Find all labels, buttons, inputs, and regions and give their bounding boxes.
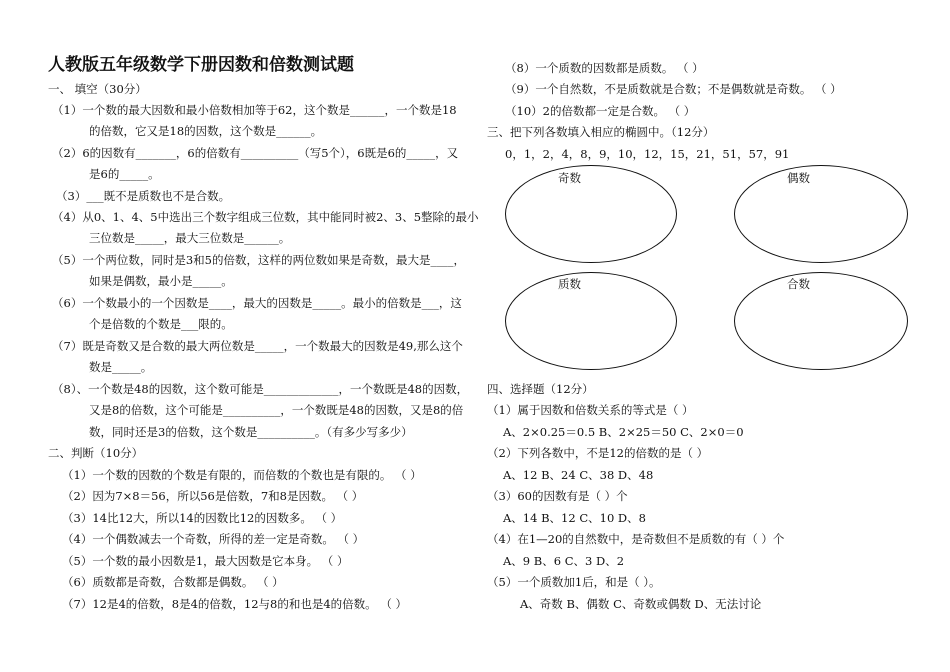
judge-q4: （4）一个偶数减去一个奇数，所得的差一定是奇数。 （ ） [62, 532, 365, 546]
fill-q3: （3）___既不是质数也不是合数。 [56, 189, 231, 203]
judge-q2: （2）因为7×8＝56，所以56是倍数，7和8是因数。 （ ） [62, 489, 364, 503]
judge-q3: （3）14比12大，所以14的因数比12的因数多。 （ ） [62, 511, 343, 525]
fill-q2-line2: 是6的_____。 [89, 167, 160, 181]
section-judge-heading: 二、判断（10分） [48, 446, 144, 460]
prime-ellipse-label: 质数 [558, 277, 581, 291]
number-list: 0，1，2，4，8，9，10，12，15，21，51，57，91 [505, 147, 790, 161]
fill-q4-line1: （4）从0、1、4、5中选出三个数字组成三位数，其中能同时被2、3、5整除的最小 [52, 210, 479, 224]
fill-q7-line1: （7）既是奇数又是合数的最大两位数是_____，一个数最大的因数是49,那么这个 [52, 339, 463, 353]
judge-q9: （9）一个自然数，不是质数就是合数；不是偶数就是奇数。 （ ） [505, 82, 842, 96]
fill-q2-line1: （2）6的因数有_______，6的倍数有__________（写5个），6既是6的_____，又 [52, 146, 459, 160]
fill-q8-line3: 数，同时还是3的倍数，这个数是__________。（有多少写多少） [89, 425, 413, 439]
even-ellipse-label: 偶数 [787, 171, 810, 185]
choice-q1: （1）属于因数和倍数关系的等式是（ ） [487, 403, 694, 417]
page-title: 人教版五年级数学下册因数和倍数测试题 [48, 55, 354, 75]
fill-q6-line1: （6）一个数最小的一个因数是____，最大的因数是_____。最小的倍数是___，这 [52, 296, 462, 310]
fill-q7-line2: 数是_____。 [89, 360, 153, 374]
fill-q8-line2: 又是8的倍数，这个可能是__________，一个数既是48的因数，又是8的倍 [89, 403, 464, 417]
odd-ellipse-label: 奇数 [558, 171, 581, 185]
composite-ellipse-label: 合数 [787, 277, 810, 291]
judge-q5: （5）一个数的最小因数是1，最大因数是它本身。 （ ） [62, 554, 349, 568]
judge-q8: （8）一个质数的因数都是质数。 （ ） [505, 61, 704, 75]
choice-q2-options: A、12 B、24 C、38 D、48 [503, 468, 654, 482]
fill-q8-line1: （8）、一个数是48的因数，这个数可能是_____________，一个数既是48的因数， [52, 382, 469, 396]
odd-ellipse [505, 165, 677, 263]
fill-q1-line1: （1）一个数的最大因数和最小倍数相加等于62，这个数是______，一个数是18 [52, 103, 457, 117]
fill-q5-line2: 如果是偶数，最小是_____。 [89, 274, 233, 288]
even-ellipse [734, 165, 908, 263]
choice-q1-options: A、2×0.25＝0.5 B、2×25＝50 C、2×0＝0 [503, 425, 744, 439]
judge-q1: （1）一个数的因数的个数是有限的，而倍数的个数也是有限的。 （ ） [62, 468, 422, 482]
choice-q5: （5）一个质数加1后，和是（ ）。 [487, 575, 661, 589]
judge-q10: （10）2的倍数都一定是合数。 （ ） [505, 104, 696, 118]
fill-q5-line1: （5）一个两位数，同时是3和5的倍数，这样的两位数如果是奇数，最大是____， [52, 253, 465, 267]
section-fill-blank-heading: 一、 填空（30分） [48, 82, 147, 96]
judge-q7: （7）12是4的倍数，8是4的倍数，12与8的和也是4的倍数。 （ ） [62, 597, 407, 611]
fill-q4-line2: 三位数是_____，最大三位数是______。 [89, 231, 291, 245]
composite-ellipse [734, 272, 908, 370]
choice-q5-options: A、奇数 B、偶数 C、奇数或偶数 D、无法讨论 [520, 597, 762, 611]
section-choice-heading: 四、选择题（12分） [487, 382, 594, 396]
choice-q2: （2）下列各数中，不是12的倍数的是（ ） [487, 446, 709, 460]
fill-q6-line2: 个是倍数的个数是___限的。 [89, 317, 233, 331]
prime-ellipse [505, 272, 677, 370]
choice-q3-options: A、14 B、12 C、10 D、8 [503, 511, 646, 525]
choice-q4-options: A、9 B、6 C、3 D、2 [503, 554, 625, 568]
judge-q6: （6）质数都是奇数，合数都是偶数。 （ ） [62, 575, 284, 589]
choice-q4: （4）在1—20的自然数中，是奇数但不是质数的有（ ）个 [487, 532, 785, 546]
choice-q3: （3）60的因数有是（ ）个 [487, 489, 628, 503]
fill-q1-line2: 的倍数，它又是18的因数，这个数是______。 [89, 124, 323, 138]
section-sort-heading: 三、把下列各数填入相应的椭圆中。（12分） [487, 125, 715, 139]
